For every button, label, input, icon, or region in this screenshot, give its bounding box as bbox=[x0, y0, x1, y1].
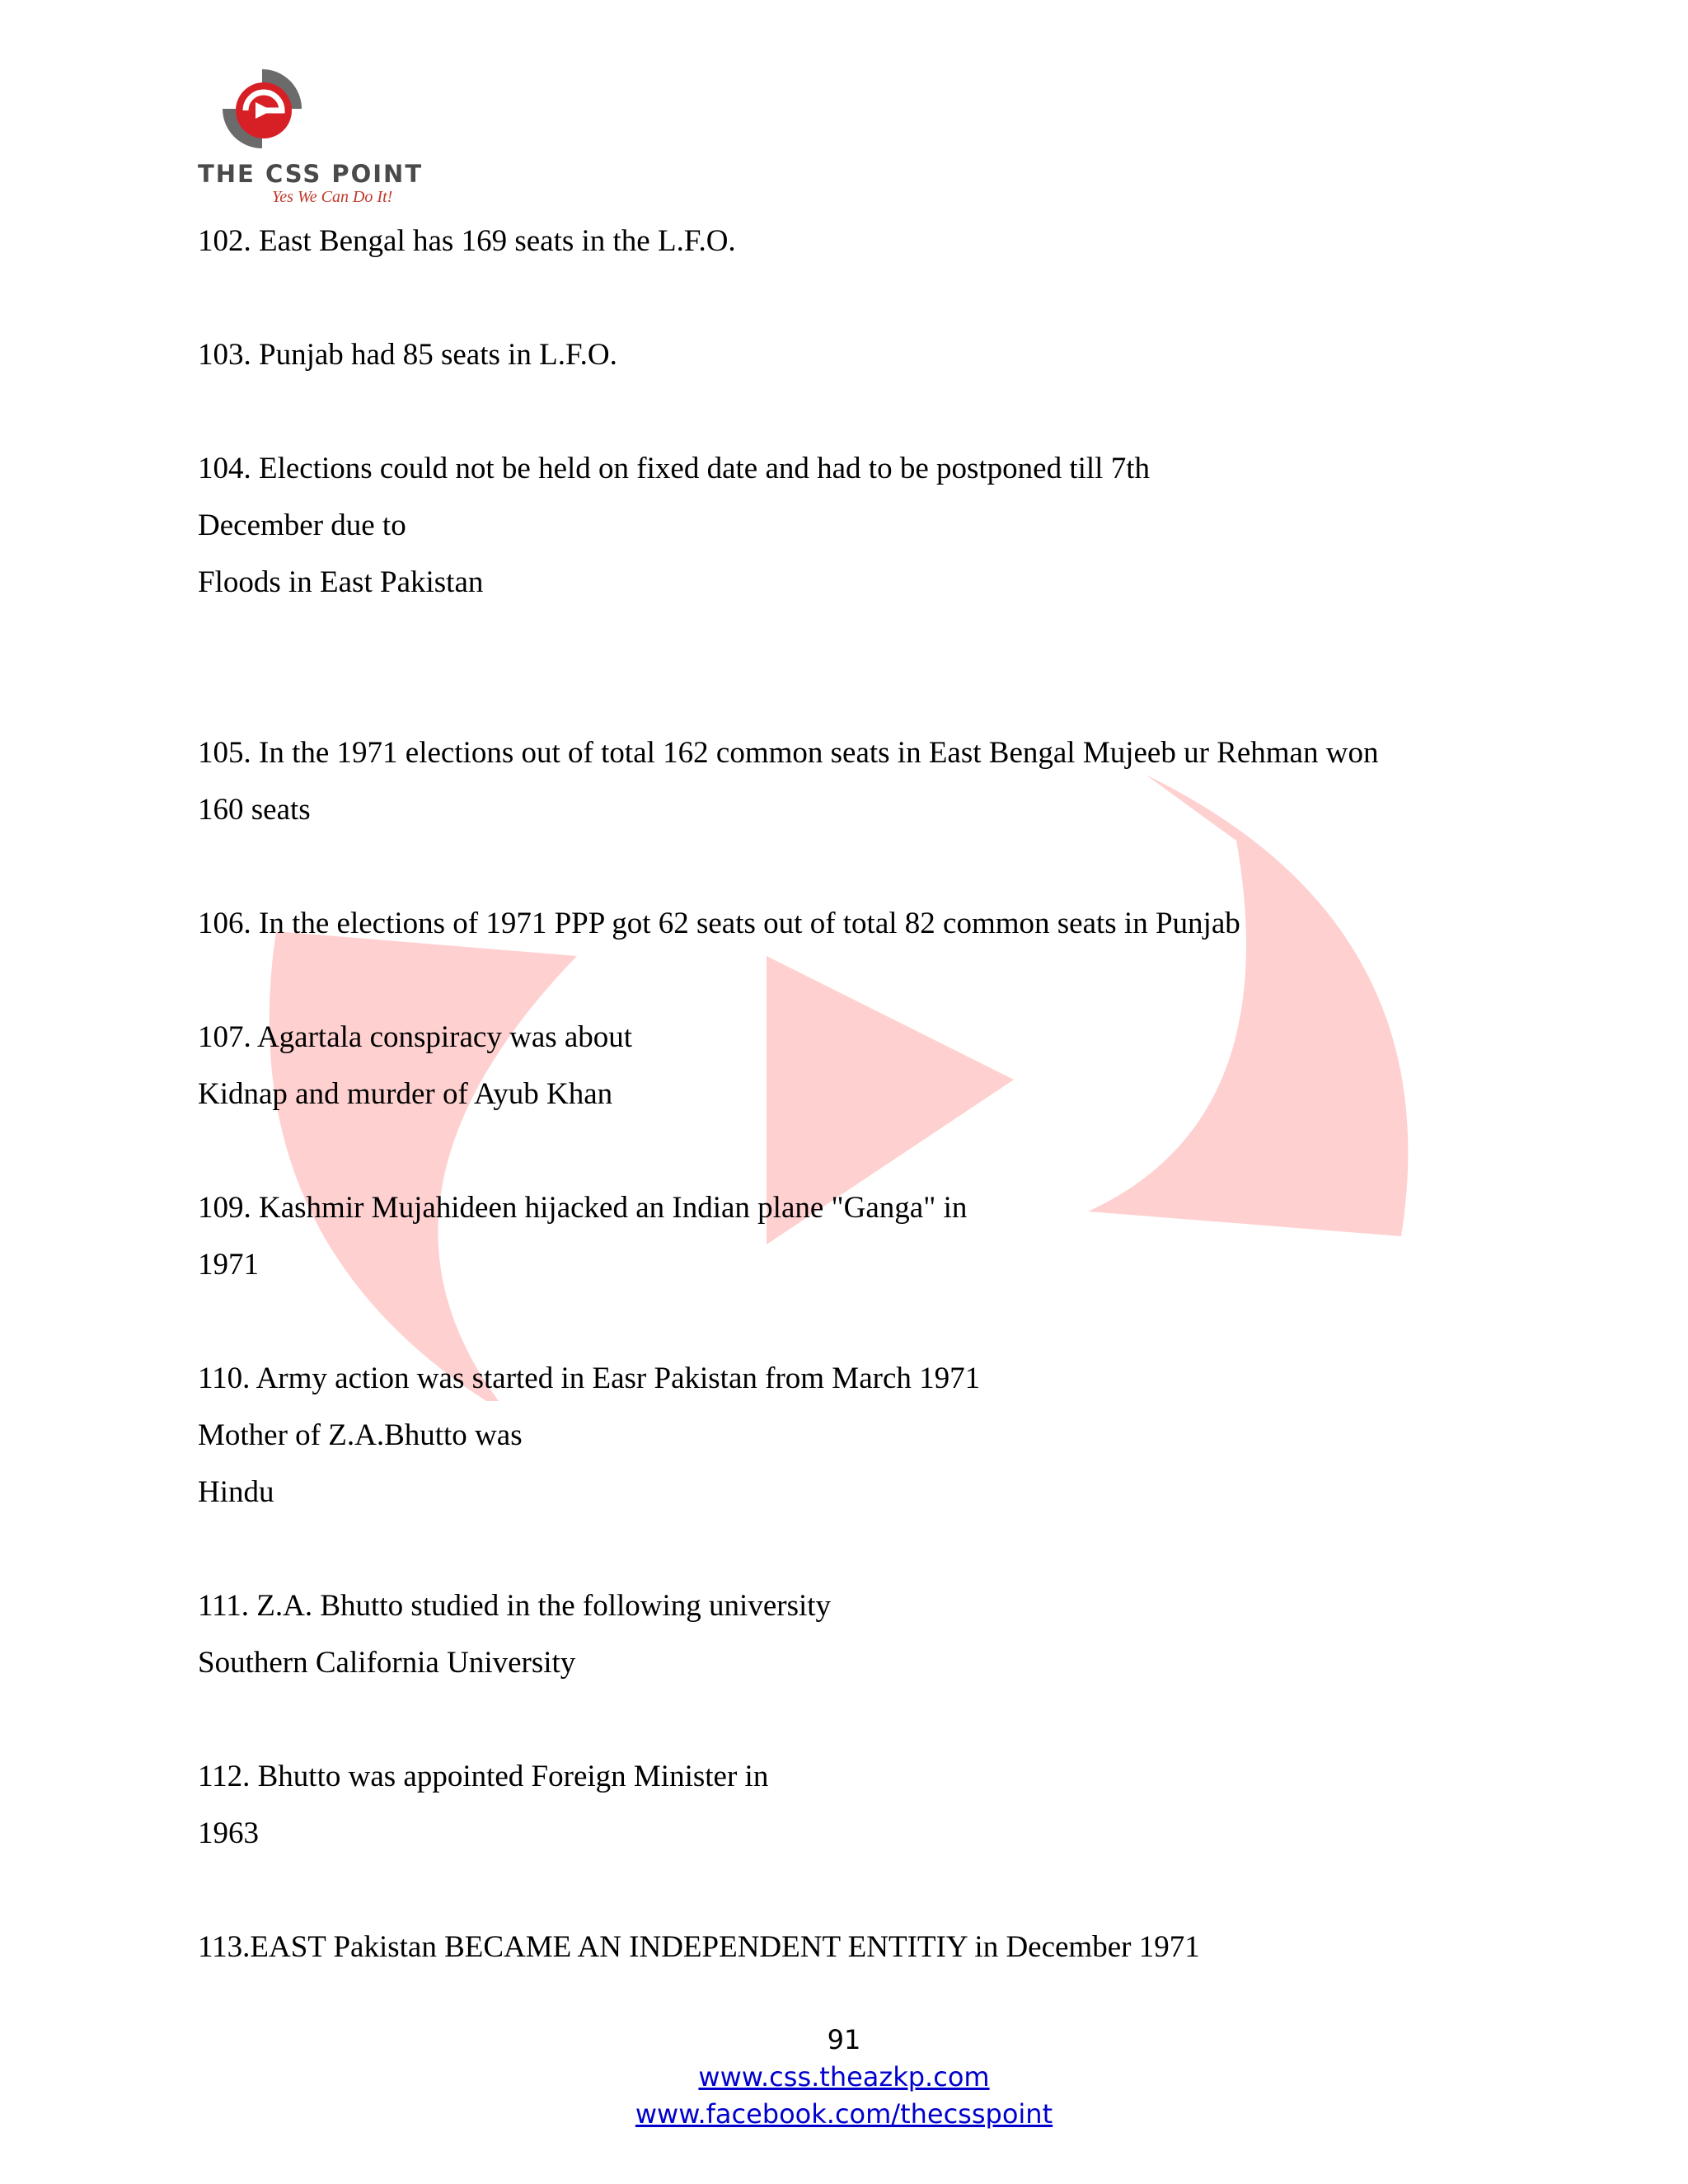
item-line: 160 seats bbox=[198, 793, 311, 827]
list-item bbox=[198, 724, 1517, 838]
item-line: 105. In the 1971 elections out of total 162 common seats in East Bengal Mujeeb ur Rehman won bbox=[198, 736, 1379, 770]
logo-emblem-icon bbox=[213, 59, 312, 158]
item-line: 104. Elections could not be held on fixed date and had to be postponed till 7th bbox=[198, 452, 1150, 485]
logo-name: THE CSS POINT bbox=[198, 160, 424, 188]
item-line: Floods in East Pakistan bbox=[198, 565, 484, 599]
item-line: 103. Punjab had 85 seats in L.F.O. bbox=[198, 338, 617, 372]
item-line: 102. East Bengal has 169 seats in the L.F.O. bbox=[198, 224, 736, 258]
list-item bbox=[198, 1748, 1517, 1862]
list-item bbox=[198, 1577, 1517, 1691]
list-item bbox=[198, 1919, 1517, 1975]
item-line: 109. Kashmir Mujahideen hijacked an Indian plane "Ganga" in bbox=[198, 1191, 968, 1225]
list-item bbox=[198, 895, 1517, 952]
item-line: Kidnap and murder of Ayub Khan bbox=[198, 1077, 613, 1111]
list-item bbox=[198, 326, 1517, 383]
item-line: 1971 bbox=[198, 1248, 259, 1282]
list-item bbox=[198, 213, 1517, 269]
item-line: 111. Z.A. Bhutto studied in the following university bbox=[198, 1589, 832, 1623]
facebook-link[interactable]: www.facebook.com/thecsspoint bbox=[635, 2098, 1053, 2130]
item-line: 1963 bbox=[198, 1816, 259, 1850]
website-link[interactable]: www.css.theazkp.com bbox=[698, 2061, 990, 2093]
item-line: Mother of Z.A.Bhutto was bbox=[198, 1418, 523, 1452]
list-item bbox=[198, 1179, 1517, 1293]
logo-tagline: Yes We Can Do It! bbox=[272, 188, 393, 206]
item-line: 106. In the elections of 1971 PPP got 62 seats out of total 82 common seats in Punjab bbox=[198, 907, 1240, 940]
css-point-logo bbox=[198, 59, 437, 208]
item-line: Southern California University bbox=[198, 1646, 576, 1680]
page-footer bbox=[0, 2022, 1688, 2133]
list-item bbox=[198, 1009, 1517, 1122]
list-item bbox=[198, 440, 1517, 611]
page-number: 91 bbox=[827, 2024, 861, 2055]
item-line: 113.EAST Pakistan BECAME AN INDEPENDENT ENTITIY in December 1971 bbox=[198, 1930, 1200, 1964]
item-line: Hindu bbox=[198, 1475, 274, 1509]
item-line: 112. Bhutto was appointed Foreign Minister in bbox=[198, 1760, 769, 1793]
item-line: December due to bbox=[198, 509, 406, 542]
item-line: 110. Army action was started in Easr Pakistan from March 1971 bbox=[198, 1361, 981, 1395]
document-body bbox=[198, 213, 1517, 2032]
item-line: 107. Agartala conspiracy was about bbox=[198, 1020, 633, 1054]
list-item bbox=[198, 1350, 1517, 1521]
